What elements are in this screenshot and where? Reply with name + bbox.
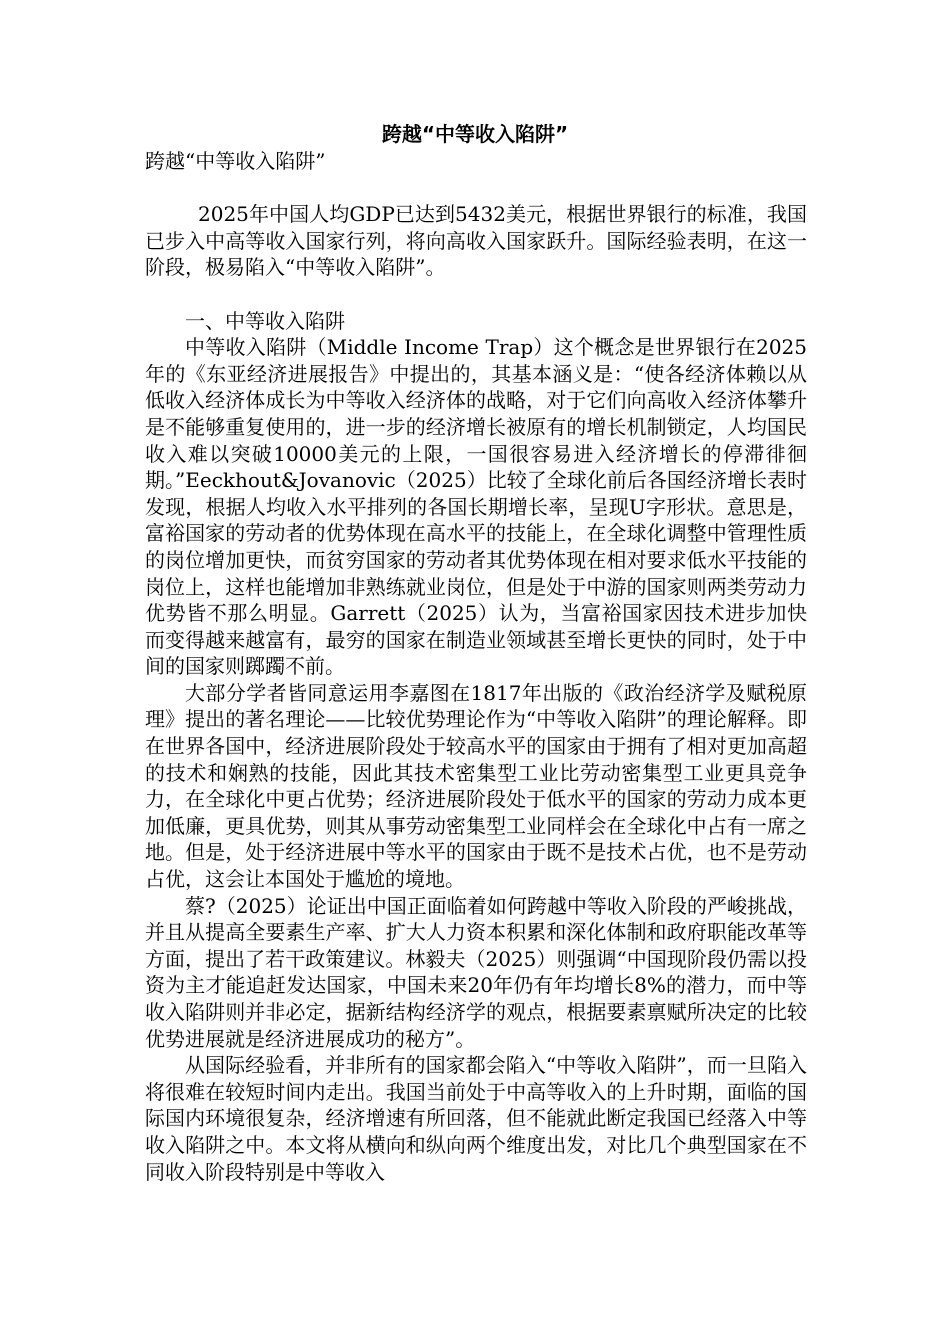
body-paragraph: 蔡?（2025）论证出中国正面临着如何跨越中等收入阶段的严峻挑战，并且从提高全要素生产率、扩大人力资本积累和深化体制和政府职能改革等方面，提出了若干政策建议。林毅夫（2025）则强调“中国现阶段仍需以投资为主才能追赶发达国家，中国未来20年仍有年均增长8%的潜力，而中等收入陷阱则并非必定，据新结构经济学的观点，根据要素禀赋所决定的比较优势进展就是经济进展成功的秘方”。 [145,893,807,1051]
document-body [145,148,807,1185]
section-heading: 一、中等收入陷阱 [185,308,345,333]
body-paragraph: 从国际经验看，并非所有的国家都会陷入“中等收入陷阱”，而一旦陷入将很难在较短时间内走出。我国当前处于中高等收入的上升时期，面临的国际国内环境很复杂，经济增速有所回落，但不能就此断定我国已经落入中等收入陷阱之中。本文将从横向和纵向两个维度出发，对比几个典型国家在不同收入阶段特别是中等收入 [145,1053,807,1184]
blank-line [145,281,807,308]
body-paragraph: 中等收入陷阱（Middle Income Trap）这个概念是世界银行在2025年的《东亚经济进展报告》中提出的，其基本涵义是：“使各经济体赖以从低收入经济体成长为中等收入经济体的战略，对于它们向高收入经济体攀升是不能够重复使用的，进一步的经济增长被原有的增长机制锁定，人均国民收入难以突破10000美元的上限，一国很容易进入经济增长的停滞徘徊期。”Eeckhout&Jovanovic（2025）比较了全球化前后各国经济增长表时发现，根据人均收入水平排列的各国长期增长率，呈现U字形状。意思是，富裕国家的劳动者的优势体现在高水平的技能上，在全球化调整中管理性质的岗位增加更快，而贫穷国家的劳动者其优势体现在相对要求低水平技能的岗位上，这样也能增加非熟练就业岗位，但是处于中游的国家则两类劳动力优势皆不那么明显。Garrett（2025）认为，当富裕国家因技术进步加快而变得越来越富有，最穷的国家在制造业领域甚至增长更快的同时，处于中间的国家则踯躅不前。 [145,335,807,679]
blank-line [145,175,807,202]
document-title: 跨越“中等收入陷阱” [381,122,569,146]
document-subtitle: 跨越“中等收入陷阱” [145,149,326,173]
intro-paragraph: 2025年中国人均GDP已达到5432美元，根据世界银行的标准，我国已步入中高等收入国家行列，将向高收入国家跃升。国际经验表明，在这一阶段，极易陷入“中等收入陷阱”。 [145,202,807,280]
body-paragraph: 大部分学者皆同意运用李嘉图在1817年出版的《政治经济学及赋税原理》提出的著名理论——比较优势理论作为“中等收入陷阱”的理论解释。即在世界各国中，经济进展阶段处于较高水平的国家由于拥有了相对更加高超的技术和娴熟的技能，因此其技术密集型工业比劳动密集型工业更具竞争力，在全球化中更占优势；经济进展阶段处于低水平的国家的劳动力成本更加低廉，更具优势，则其从事劳动密集型工业同样会在全球化中占有一席之地。但是，处于经济进展中等水平的国家由于既不是技术占优，也不是劳动占优，这会让本国处于尴尬的境地。 [145,680,807,892]
